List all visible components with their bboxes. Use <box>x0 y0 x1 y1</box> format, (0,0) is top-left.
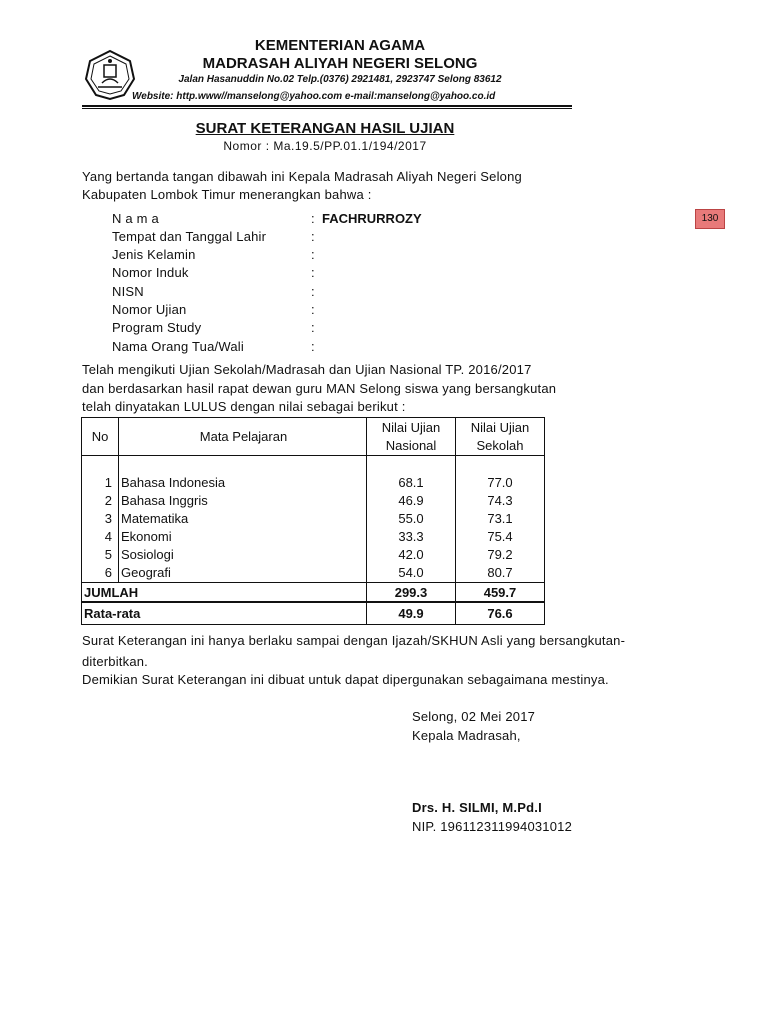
average-row <box>82 602 545 625</box>
header-ministry: KEMENTERIAN AGAMA <box>254 37 426 54</box>
row-subject: Ekonomi <box>119 528 367 546</box>
page-badge: 130 <box>695 209 725 229</box>
identity-label-student-number: Nomor Induk <box>112 265 189 280</box>
average-label: Rata-rata <box>82 602 367 625</box>
table-row <box>82 492 545 510</box>
header-divider <box>82 105 572 107</box>
row-school-score: 79.2 <box>456 546 545 564</box>
identity-colon: : <box>311 229 315 244</box>
document-title: SURAT KETERANGAN HASIL UJIAN <box>195 120 455 137</box>
row-national-score: 68.1 <box>367 474 456 492</box>
identity-colon: : <box>311 320 315 335</box>
intro-line-2: Kabupaten Lombok Timur menerangkan bahwa : <box>82 187 372 202</box>
identity-label-nisn: NISN <box>112 284 144 299</box>
header-no: No <box>82 418 119 456</box>
signature-nip: NIP. 196112311994031012 <box>412 819 573 834</box>
signature-position: Kepala Madrasah, <box>412 728 521 743</box>
total-school-score: 459.7 <box>456 583 545 603</box>
row-school-score: 73.1 <box>456 510 545 528</box>
row-school-score: 75.4 <box>456 528 545 546</box>
row-no: 5 <box>82 546 119 564</box>
grades-table-header <box>82 418 545 456</box>
header-address: Jalan Hasanuddin No.02 Telp.(0376) 2921481, 2923747 Selong 83612 <box>178 74 502 85</box>
identity-label-name: N a m a <box>112 211 159 226</box>
row-no: 6 <box>82 564 119 583</box>
body-line-3: telah dinyatakan LULUS dengan nilai sebagai berikut : <box>82 399 406 414</box>
intro-line-1: Yang bertanda tangan dibawah ini Kepala Madrasah Aliyah Negeri Selong <box>82 169 522 184</box>
identity-label-exam-number: Nomor Ujian <box>112 302 187 317</box>
row-school-score: 77.0 <box>456 474 545 492</box>
row-subject: Bahasa Inggris <box>119 492 367 510</box>
document-number: Nomor : Ma.19.5/PP.01.1/194/2017 <box>223 139 427 153</box>
row-national-score: 54.0 <box>367 564 456 583</box>
average-school-score: 76.6 <box>456 602 545 625</box>
body-line-2: dan berdasarkan hasil rapat dewan guru MAN Selong siswa yang bersangkutan <box>82 381 557 396</box>
row-subject: Sosiologi <box>119 546 367 564</box>
header-subject: Mata Pelajaran <box>119 418 367 456</box>
row-school-score: 74.3 <box>456 492 545 510</box>
header-national-exam-line-1: Nilai Ujian <box>381 419 441 435</box>
table-row <box>82 474 545 492</box>
row-subject: Bahasa Indonesia <box>119 474 367 492</box>
row-national-score: 55.0 <box>367 510 456 528</box>
ministry-emblem-logo <box>84 49 136 101</box>
table-row <box>82 528 545 546</box>
total-row <box>82 583 545 603</box>
row-national-score: 46.9 <box>367 492 456 510</box>
table-spacer-row <box>82 456 545 475</box>
closing-line-2: diterbitkan. <box>82 654 148 669</box>
total-label: JUMLAH <box>82 583 367 603</box>
identity-colon: : <box>311 265 315 280</box>
table-row <box>82 510 545 528</box>
body-line-1: Telah mengikuti Ujian Sekolah/Madrasah dan Ujian Nasional TP. 2016/2017 <box>82 362 532 377</box>
identity-colon: : <box>311 339 315 354</box>
closing-line-1: Surat Keterangan ini hanya berlaku sampai dengan Ijazah/SKHUN Asli yang bersangkutan- <box>82 633 626 648</box>
header-school-exam-line-1: Nilai Ujian <box>470 419 530 435</box>
grades-table <box>81 417 545 625</box>
signature-place-date: Selong, 02 Mei 2017 <box>412 709 536 724</box>
header-school: MADRASAH ALIYAH NEGERI SELONG <box>202 55 478 72</box>
identity-label-guardian: Nama Orang Tua/Wali <box>112 339 244 354</box>
row-subject: Geografi <box>119 564 367 583</box>
table-row <box>82 564 545 583</box>
identity-label-birth: Tempat dan Tanggal Lahir <box>112 229 267 244</box>
identity-label-program: Program Study <box>112 320 202 335</box>
row-subject: Matematika <box>119 510 367 528</box>
header-national-exam <box>367 418 456 456</box>
total-national-score: 299.3 <box>367 583 456 603</box>
row-no: 3 <box>82 510 119 528</box>
identity-colon: : <box>311 302 315 317</box>
identity-value-name: FACHRURROZY <box>322 211 422 226</box>
header-national-exam-line-2: Nasional <box>385 437 437 453</box>
row-no: 2 <box>82 492 119 510</box>
row-national-score: 42.0 <box>367 546 456 564</box>
closing-line-3: Demikian Surat Keterangan ini dibuat untuk dapat dipergunakan sebagaimana mestinya. <box>82 672 609 687</box>
row-no: 4 <box>82 528 119 546</box>
table-row <box>82 546 545 564</box>
identity-colon: : <box>311 211 315 226</box>
identity-colon: : <box>311 284 315 299</box>
header-divider-thin <box>82 108 572 109</box>
average-national-score: 49.9 <box>367 602 456 625</box>
header-school-exam-line-2: Sekolah <box>476 437 524 453</box>
header-school-exam <box>456 418 545 456</box>
row-no: 1 <box>82 474 119 492</box>
identity-label-gender: Jenis Kelamin <box>112 247 196 262</box>
row-national-score: 33.3 <box>367 528 456 546</box>
identity-colon: : <box>311 247 315 262</box>
signature-name: Drs. H. SILMI, M.Pd.I <box>412 800 542 815</box>
header-website: Website: http.www//manselong@yahoo.com e-mail:manselong@yahoo.co.id <box>132 91 496 102</box>
row-school-score: 80.7 <box>456 564 545 583</box>
